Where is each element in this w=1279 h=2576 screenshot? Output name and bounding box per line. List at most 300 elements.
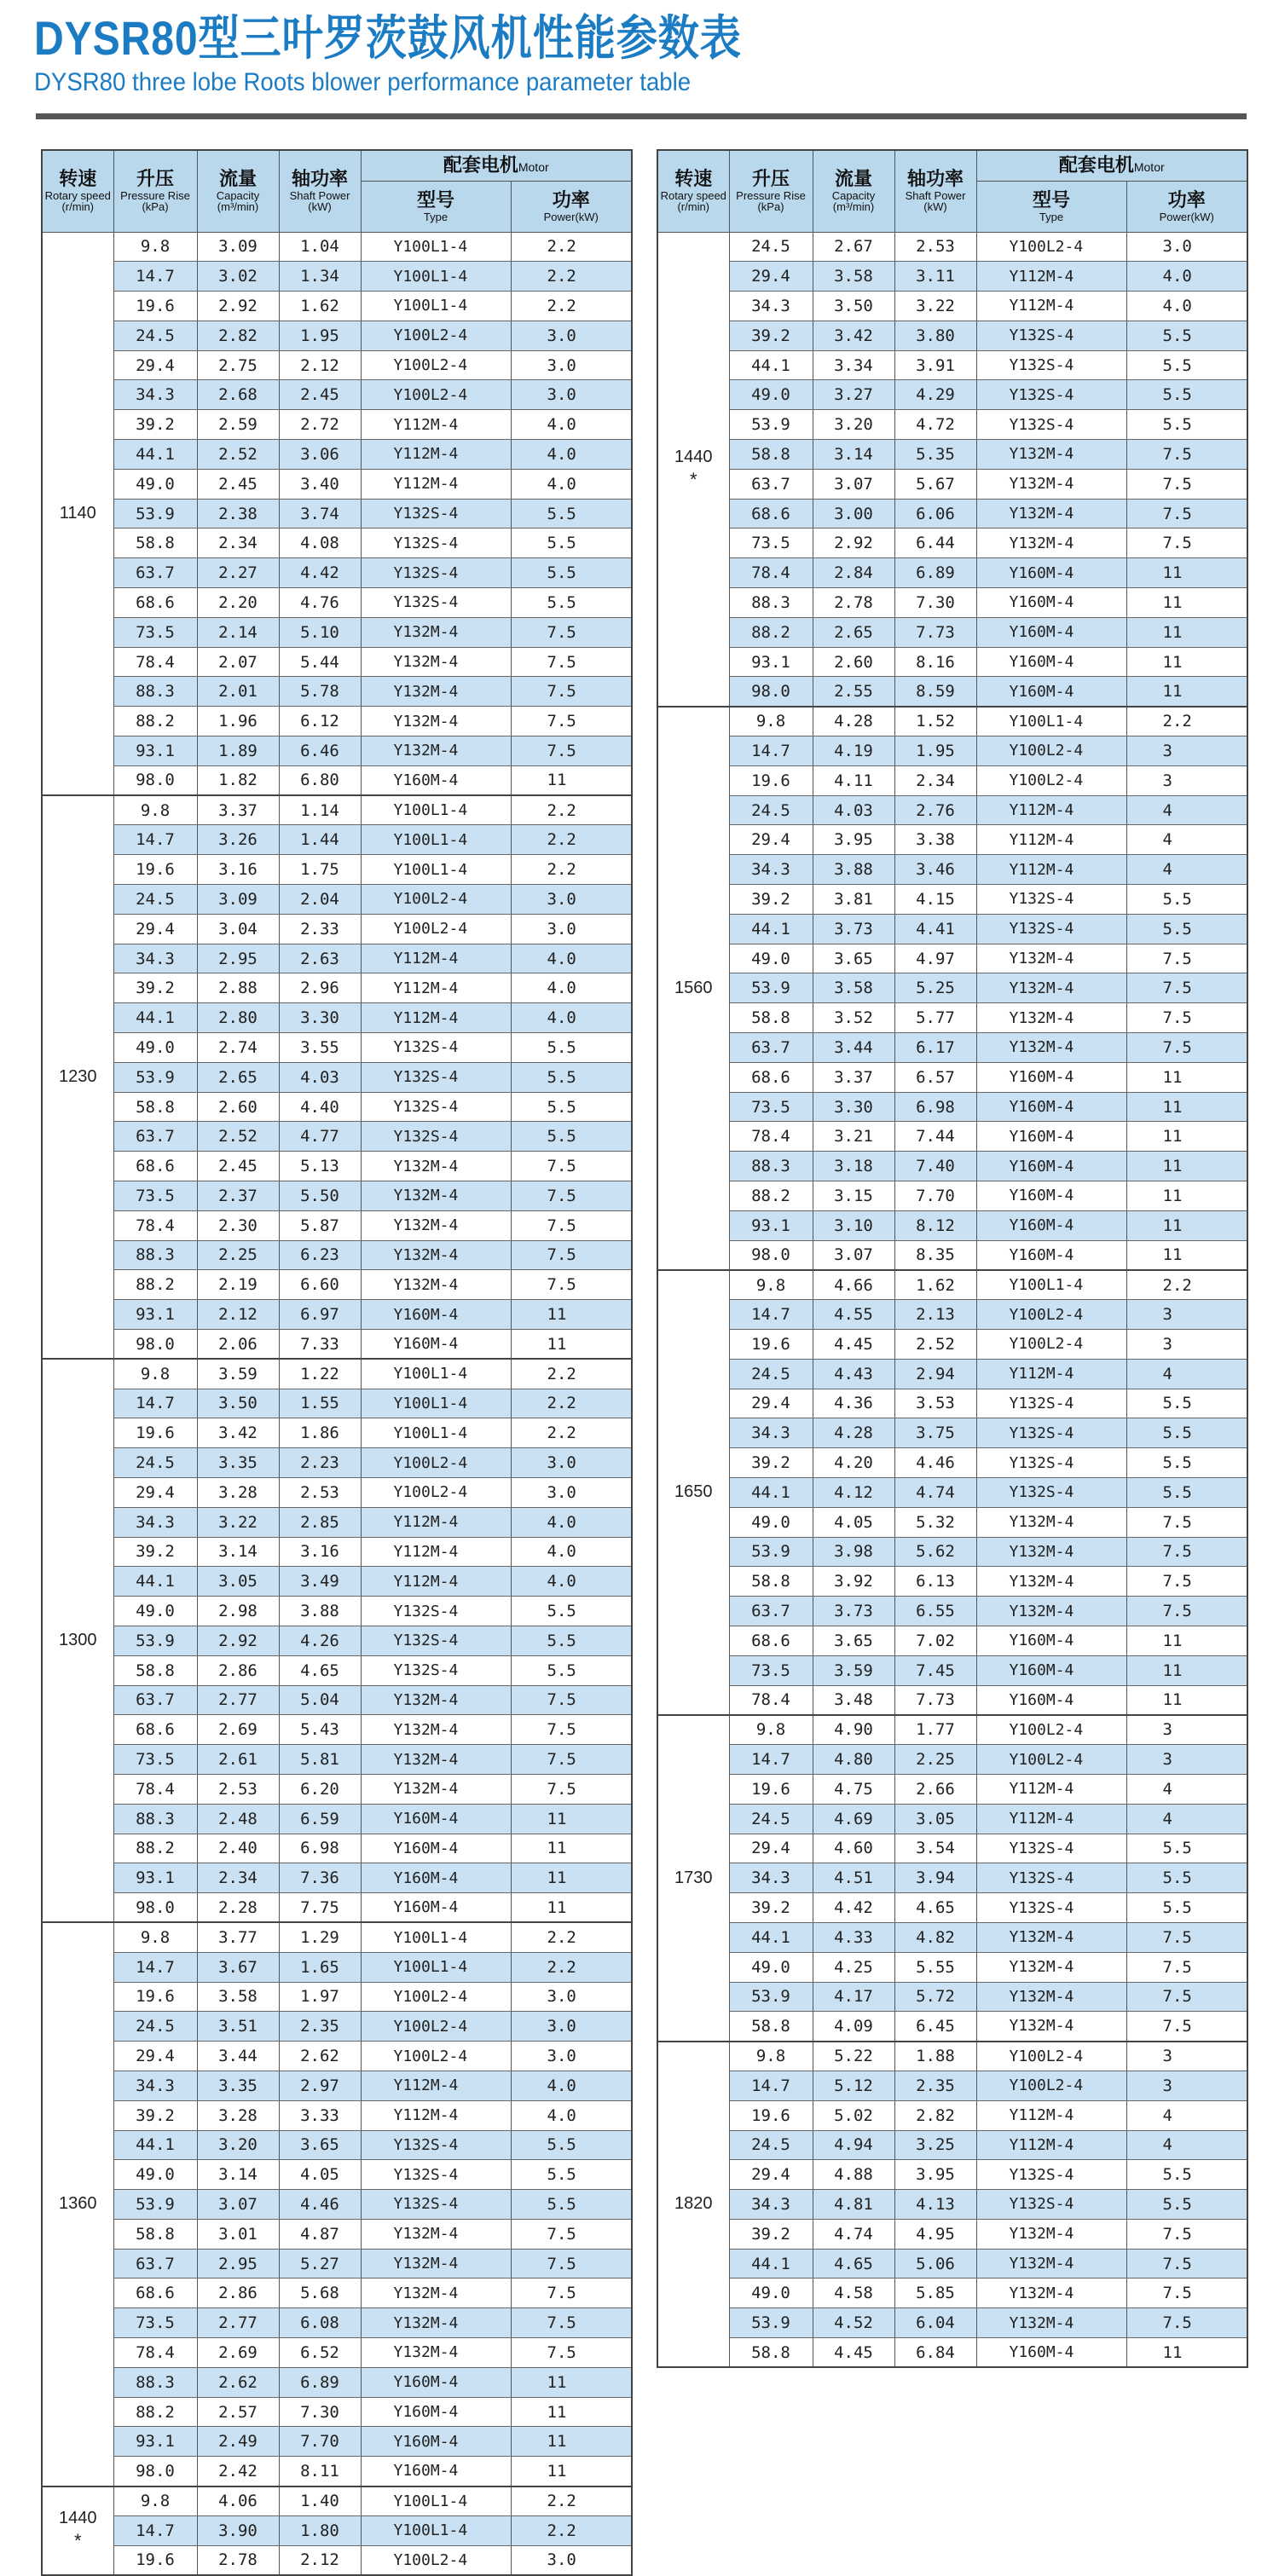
capacity-cell: 2.14 — [197, 617, 279, 647]
motor-type-cell: Y100L2-4 — [976, 232, 1126, 262]
capacity-cell: 2.61 — [197, 1745, 279, 1775]
table-row — [657, 1597, 1247, 1626]
motor-type-cell: Y132M-4 — [361, 2338, 511, 2368]
shaft-power-cell: 6.98 — [894, 1092, 976, 1122]
pressure-cell: 29.4 — [113, 350, 197, 380]
motor-power-cell: 3.0 — [511, 321, 632, 350]
pressure-cell: 53.9 — [729, 973, 813, 1003]
pressure-cell: 39.2 — [113, 410, 197, 440]
capacity-cell: 3.58 — [813, 973, 894, 1003]
motor-power-cell: 2.2 — [511, 1418, 632, 1448]
motor-type-cell: Y100L1-4 — [976, 1270, 1126, 1300]
motor-type-cell: Y112M-4 — [976, 2100, 1126, 2130]
table-body-right — [657, 232, 1247, 2367]
capacity-cell: 3.88 — [813, 855, 894, 885]
motor-type-cell: Y132S-4 — [976, 410, 1126, 440]
table-row — [42, 1952, 632, 1982]
speed-group-cell — [42, 232, 113, 795]
shaft-power-cell: 7.30 — [894, 588, 976, 618]
motor-power-cell: 3.0 — [511, 914, 632, 944]
pressure-cell: 9.8 — [729, 2042, 813, 2071]
pressure-cell: 24.5 — [729, 1359, 813, 1389]
motor-power-cell: 11 — [511, 2457, 632, 2486]
pressure-cell: 29.4 — [113, 914, 197, 944]
capacity-cell: 3.95 — [813, 825, 894, 855]
capacity-cell: 2.19 — [197, 1270, 279, 1300]
capacity-cell: 2.86 — [197, 2279, 279, 2308]
motor-type-cell: Y132M-4 — [361, 2249, 511, 2279]
capacity-cell: 4.69 — [813, 1804, 894, 1834]
motor-power-cell: 4.0 — [511, 2071, 632, 2100]
motor-type-cell: Y160M-4 — [976, 1122, 1126, 1152]
capacity-cell: 2.06 — [197, 1329, 279, 1359]
motor-power-cell: 5.5 — [1126, 885, 1247, 915]
motor-power-cell: 11 — [511, 1329, 632, 1359]
motor-type-cell: Y132S-4 — [361, 1092, 511, 1122]
pressure-cell: 63.7 — [113, 1122, 197, 1152]
motor-power-cell: 11 — [511, 2427, 632, 2457]
table-row — [42, 1062, 632, 1092]
table-row — [42, 558, 632, 588]
pressure-cell: 63.7 — [729, 469, 813, 499]
motor-power-cell: 3.0 — [511, 1477, 632, 1507]
capacity-cell: 4.81 — [813, 2190, 894, 2220]
table-row — [42, 1477, 632, 1507]
pressure-cell: 24.5 — [113, 321, 197, 350]
motor-power-cell: 11 — [1126, 677, 1247, 707]
capacity-cell: 2.25 — [197, 1240, 279, 1270]
capacity-cell: 2.67 — [813, 232, 894, 262]
pressure-cell: 88.2 — [113, 1270, 197, 1300]
table-row — [657, 1062, 1247, 1092]
shaft-power-cell: 2.76 — [894, 795, 976, 825]
motor-power-cell: 4.0 — [511, 1003, 632, 1033]
capacity-cell: 4.28 — [813, 707, 894, 736]
pressure-cell: 29.4 — [729, 2160, 813, 2190]
shaft-power-cell: 7.70 — [894, 1181, 976, 1211]
pressure-cell: 63.7 — [729, 1597, 813, 1626]
col-header-capacity: 流量 Capacity (m³/min) — [813, 150, 894, 232]
motor-type-cell: Y160M-4 — [976, 558, 1126, 588]
table-row — [657, 765, 1247, 795]
motor-type-cell: Y100L2-4 — [976, 1329, 1126, 1359]
pressure-cell: 63.7 — [113, 558, 197, 588]
shaft-power-cell: 3.46 — [894, 855, 976, 885]
pressure-cell: 63.7 — [113, 1685, 197, 1715]
motor-power-cell: 5.5 — [511, 499, 632, 528]
motor-type-cell: Y132S-4 — [361, 1062, 511, 1092]
capacity-cell: 2.95 — [197, 944, 279, 973]
motor-type-cell: Y100L2-4 — [976, 765, 1126, 795]
shaft-power-cell: 2.97 — [279, 2071, 361, 2100]
table-row — [42, 499, 632, 528]
motor-type-cell: Y100L2-4 — [361, 350, 511, 380]
motor-power-cell: 2.2 — [511, 795, 632, 825]
motor-power-cell: 3 — [1126, 1329, 1247, 1359]
pressure-cell: 58.8 — [729, 440, 813, 470]
pressure-cell: 93.1 — [113, 1300, 197, 1330]
pressure-cell: 78.4 — [113, 1774, 197, 1804]
pressure-cell: 24.5 — [113, 885, 197, 915]
motor-type-cell: Y112M-4 — [976, 825, 1126, 855]
shaft-power-cell: 2.53 — [279, 1477, 361, 1507]
shaft-power-cell: 2.25 — [894, 1745, 976, 1775]
capacity-cell: 2.65 — [197, 1062, 279, 1092]
capacity-cell: 2.60 — [197, 1092, 279, 1122]
table-row — [657, 2130, 1247, 2160]
shaft-power-cell: 8.59 — [894, 677, 976, 707]
capacity-cell: 3.50 — [813, 292, 894, 321]
pressure-cell: 68.6 — [113, 1715, 197, 1745]
pressure-cell: 14.7 — [729, 1745, 813, 1775]
pressure-cell: 78.4 — [729, 1122, 813, 1152]
motor-type-cell: Y132M-4 — [976, 2012, 1126, 2042]
motor-type-cell: Y132M-4 — [976, 944, 1126, 973]
pressure-cell: 39.2 — [113, 1537, 197, 1567]
shaft-power-cell: 4.65 — [894, 1893, 976, 1923]
table-row — [42, 1537, 632, 1567]
motor-type-cell: Y132S-4 — [976, 2190, 1126, 2220]
pressure-cell: 29.4 — [729, 825, 813, 855]
capacity-cell: 2.37 — [197, 1181, 279, 1211]
table-row — [657, 262, 1247, 292]
pressure-cell: 29.4 — [113, 1477, 197, 1507]
pressure-cell: 58.8 — [729, 1003, 813, 1033]
motor-power-cell: 7.5 — [1126, 1567, 1247, 1597]
motor-power-cell: 5.5 — [1126, 1389, 1247, 1418]
motor-power-cell: 7.5 — [511, 1745, 632, 1775]
col-header-speed: 转速 Rotary speed (r/min) — [42, 150, 113, 232]
pressure-cell: 88.3 — [729, 588, 813, 618]
motor-power-cell: 7.5 — [1126, 528, 1247, 558]
motor-type-cell: Y100L2-4 — [361, 380, 511, 410]
pressure-cell: 19.6 — [113, 855, 197, 885]
motor-type-cell: Y100L1-4 — [361, 825, 511, 855]
motor-type-cell: Y112M-4 — [976, 795, 1126, 825]
capacity-cell: 4.94 — [813, 2130, 894, 2160]
motor-type-cell: Y132M-4 — [976, 1952, 1126, 1982]
motor-type-cell: Y112M-4 — [976, 1804, 1126, 1834]
capacity-cell: 2.88 — [197, 973, 279, 1003]
pressure-cell: 49.0 — [113, 2160, 197, 2190]
motor-power-cell: 7.5 — [511, 1685, 632, 1715]
table-row — [42, 2012, 632, 2042]
motor-type-cell: Y112M-4 — [976, 1774, 1126, 1804]
motor-type-cell: Y100L1-4 — [361, 262, 511, 292]
table-row — [657, 1804, 1247, 1834]
table-row — [42, 2457, 632, 2486]
capacity-cell: 2.01 — [197, 677, 279, 707]
table-row — [657, 825, 1247, 855]
motor-type-cell: Y112M-4 — [361, 440, 511, 470]
motor-power-cell: 3.0 — [511, 885, 632, 915]
motor-power-cell: 7.5 — [511, 617, 632, 647]
shaft-power-cell: 2.12 — [279, 350, 361, 380]
capacity-cell: 2.62 — [197, 2367, 279, 2397]
motor-type-cell: Y132S-4 — [361, 499, 511, 528]
motor-type-cell: Y132S-4 — [976, 1448, 1126, 1478]
table-row — [657, 1685, 1247, 1715]
motor-type-cell: Y132M-4 — [976, 469, 1126, 499]
pressure-cell: 34.3 — [729, 1418, 813, 1448]
capacity-cell: 3.35 — [197, 2071, 279, 2100]
pressure-cell: 88.3 — [113, 677, 197, 707]
pressure-cell: 73.5 — [113, 617, 197, 647]
motor-power-cell: 3 — [1126, 765, 1247, 795]
capacity-cell: 3.20 — [813, 410, 894, 440]
pressure-cell: 9.8 — [113, 795, 197, 825]
speed-value: 1300 — [59, 1631, 97, 1650]
capacity-cell: 4.74 — [813, 2219, 894, 2249]
motor-type-cell: Y160M-4 — [976, 647, 1126, 677]
pressure-cell: 53.9 — [729, 1537, 813, 1567]
motor-power-cell: 2.2 — [511, 1952, 632, 1982]
shaft-power-cell: 6.52 — [279, 2338, 361, 2368]
table-row — [42, 232, 632, 262]
table-row — [42, 1210, 632, 1240]
table-row — [42, 1240, 632, 1270]
shaft-power-cell: 6.80 — [279, 765, 361, 795]
motor-power-cell: 7.5 — [511, 1152, 632, 1181]
pressure-cell: 98.0 — [113, 2457, 197, 2486]
shaft-power-cell: 2.85 — [279, 1507, 361, 1537]
motor-type-cell: Y160M-4 — [976, 1685, 1126, 1715]
motor-power-cell: 3 — [1126, 1745, 1247, 1775]
capacity-cell: 3.34 — [813, 350, 894, 380]
table-row — [657, 1210, 1247, 1240]
motor-power-cell: 3 — [1126, 736, 1247, 766]
motor-power-cell: 11 — [1126, 1092, 1247, 1122]
title-divider — [36, 113, 1247, 119]
motor-power-cell: 11 — [511, 765, 632, 795]
shaft-power-cell: 3.53 — [894, 1389, 976, 1418]
table-row — [657, 2042, 1247, 2071]
motor-power-cell: 4.0 — [511, 410, 632, 440]
table-row — [42, 1329, 632, 1359]
shaft-power-cell: 3.22 — [894, 292, 976, 321]
pressure-cell: 44.1 — [113, 440, 197, 470]
capacity-cell: 1.96 — [197, 707, 279, 736]
col-header-power: 功率 Power(kW) — [1126, 181, 1247, 232]
table-row — [42, 380, 632, 410]
table-row — [657, 321, 1247, 350]
shaft-power-cell: 1.97 — [279, 1982, 361, 2012]
motor-type-cell: Y132M-4 — [976, 1922, 1126, 1952]
motor-type-cell: Y100L1-4 — [976, 707, 1126, 736]
shaft-power-cell: 5.35 — [894, 440, 976, 470]
shaft-power-cell: 5.27 — [279, 2249, 361, 2279]
capacity-cell: 2.52 — [197, 440, 279, 470]
motor-power-cell: 7.5 — [511, 1270, 632, 1300]
pressure-cell: 58.8 — [729, 1567, 813, 1597]
motor-type-cell: Y100L2-4 — [361, 2012, 511, 2042]
motor-type-cell: Y132M-4 — [361, 1270, 511, 1300]
motor-type-cell: Y132M-4 — [976, 2308, 1126, 2338]
table-row — [42, 1715, 632, 1745]
motor-power-cell: 2.2 — [511, 1922, 632, 1952]
shaft-power-cell: 4.03 — [279, 1062, 361, 1092]
shaft-power-cell: 4.05 — [279, 2160, 361, 2190]
motor-type-cell: Y132M-4 — [361, 2308, 511, 2338]
motor-power-cell: 5.5 — [511, 1092, 632, 1122]
speed-group-cell — [42, 1922, 113, 2486]
pressure-cell: 34.3 — [113, 380, 197, 410]
shaft-power-cell: 6.45 — [894, 2012, 976, 2042]
capacity-cell: 4.45 — [813, 1329, 894, 1359]
pressure-cell: 78.4 — [729, 558, 813, 588]
pressure-cell: 39.2 — [729, 885, 813, 915]
capacity-cell: 3.92 — [813, 1567, 894, 1597]
motor-type-cell: Y112M-4 — [361, 410, 511, 440]
pressure-cell: 98.0 — [113, 1329, 197, 1359]
pressure-cell: 53.9 — [113, 2190, 197, 2220]
table-row — [657, 440, 1247, 470]
capacity-cell: 3.42 — [813, 321, 894, 350]
pressure-cell: 53.9 — [113, 499, 197, 528]
capacity-cell: 3.50 — [197, 1389, 279, 1418]
motor-type-cell: Y100L2-4 — [976, 1715, 1126, 1745]
shaft-power-cell: 6.89 — [894, 558, 976, 588]
capacity-cell: 3.42 — [197, 1418, 279, 1448]
shaft-power-cell: 5.10 — [279, 617, 361, 647]
motor-type-cell: Y132S-4 — [361, 1597, 511, 1626]
motor-power-cell: 3.0 — [511, 350, 632, 380]
pressure-cell: 19.6 — [113, 1418, 197, 1448]
motor-power-cell: 11 — [1126, 1152, 1247, 1181]
pressure-cell: 14.7 — [113, 1389, 197, 1418]
shaft-power-cell: 6.20 — [279, 1774, 361, 1804]
shaft-power-cell: 4.08 — [279, 528, 361, 558]
motor-type-cell: Y160M-4 — [361, 1300, 511, 1330]
shaft-power-cell: 5.72 — [894, 1982, 976, 2012]
capacity-cell: 3.37 — [813, 1062, 894, 1092]
motor-type-cell: Y132M-4 — [361, 2219, 511, 2249]
pressure-cell: 34.3 — [729, 292, 813, 321]
motor-type-cell: Y100L1-4 — [361, 2486, 511, 2516]
table-row — [42, 707, 632, 736]
capacity-cell: 4.66 — [813, 1270, 894, 1300]
motor-power-cell: 11 — [1126, 1210, 1247, 1240]
pressure-cell: 29.4 — [729, 1389, 813, 1418]
capacity-cell: 4.36 — [813, 1389, 894, 1418]
performance-table-left — [41, 149, 633, 2576]
motor-power-cell: 5.5 — [1126, 1418, 1247, 1448]
motor-type-cell: Y112M-4 — [976, 1359, 1126, 1389]
table-row — [657, 707, 1247, 736]
motor-type-cell: Y132S-4 — [976, 1389, 1126, 1418]
motor-type-cell: Y100L2-4 — [976, 736, 1126, 766]
table-row — [657, 292, 1247, 321]
shaft-power-cell: 5.68 — [279, 2279, 361, 2308]
shaft-power-cell: 7.40 — [894, 1152, 976, 1181]
motor-type-cell: Y112M-4 — [361, 944, 511, 973]
motor-type-cell: Y160M-4 — [976, 1655, 1126, 1685]
motor-type-cell: Y132M-4 — [976, 440, 1126, 470]
capacity-cell: 1.89 — [197, 736, 279, 766]
capacity-cell: 3.73 — [813, 914, 894, 944]
motor-type-cell: Y132M-4 — [361, 736, 511, 766]
motor-power-cell: 7.5 — [511, 677, 632, 707]
motor-type-cell: Y100L1-4 — [361, 855, 511, 885]
capacity-cell: 3.35 — [197, 1448, 279, 1478]
table-row — [42, 1507, 632, 1537]
shaft-power-cell: 4.95 — [894, 2219, 976, 2249]
shaft-power-cell: 3.06 — [279, 440, 361, 470]
pressure-cell: 29.4 — [729, 262, 813, 292]
motor-power-cell: 4 — [1126, 2100, 1247, 2130]
capacity-cell: 2.12 — [197, 1300, 279, 1330]
speed-value: 1730 — [674, 1868, 713, 1887]
shaft-power-cell: 3.38 — [894, 825, 976, 855]
motor-power-cell: 5.5 — [1126, 1834, 1247, 1863]
table-row — [657, 469, 1247, 499]
table-row — [42, 2338, 632, 2368]
motor-power-cell: 4 — [1126, 1774, 1247, 1804]
table-row — [42, 1033, 632, 1063]
motor-power-cell: 4.0 — [511, 1507, 632, 1537]
motor-type-cell: Y132M-4 — [361, 617, 511, 647]
motor-power-cell: 7.5 — [511, 2219, 632, 2249]
motor-type-cell: Y132S-4 — [361, 558, 511, 588]
table-row — [657, 499, 1247, 528]
motor-type-cell: Y132M-4 — [976, 1003, 1126, 1033]
capacity-cell: 2.59 — [197, 410, 279, 440]
motor-type-cell: Y132M-4 — [976, 1597, 1126, 1626]
motor-power-cell: 11 — [1126, 1181, 1247, 1211]
motor-type-cell: Y112M-4 — [361, 1003, 511, 1033]
table-row — [657, 647, 1247, 677]
motor-power-cell: 5.5 — [511, 2160, 632, 2190]
motor-type-cell: Y112M-4 — [361, 973, 511, 1003]
capacity-cell: 2.48 — [197, 1804, 279, 1834]
shaft-power-cell: 1.55 — [279, 1389, 361, 1418]
table-row — [42, 914, 632, 944]
capacity-cell: 3.77 — [197, 1922, 279, 1952]
shaft-power-cell: 4.87 — [279, 2219, 361, 2249]
table-row — [657, 2071, 1247, 2100]
motor-type-cell: Y132S-4 — [976, 1418, 1126, 1448]
motor-power-cell: 5.5 — [511, 588, 632, 618]
table-row — [42, 944, 632, 973]
pressure-cell: 88.2 — [113, 1834, 197, 1863]
shaft-power-cell: 7.33 — [279, 1329, 361, 1359]
motor-power-cell: 4 — [1126, 795, 1247, 825]
pressure-cell: 73.5 — [729, 528, 813, 558]
pressure-cell: 39.2 — [729, 1448, 813, 1478]
pressure-cell: 44.1 — [113, 1567, 197, 1597]
table-row — [42, 855, 632, 885]
capacity-cell: 2.69 — [197, 2338, 279, 2368]
capacity-cell: 3.51 — [197, 2012, 279, 2042]
motor-power-cell: 7.5 — [511, 1240, 632, 1270]
motor-power-cell: 2.2 — [1126, 1270, 1247, 1300]
pressure-cell: 19.6 — [113, 292, 197, 321]
shaft-power-cell: 3.05 — [894, 1804, 976, 1834]
capacity-cell: 4.19 — [813, 736, 894, 766]
capacity-cell: 2.34 — [197, 528, 279, 558]
pressure-cell: 98.0 — [729, 1240, 813, 1270]
motor-power-cell: 7.5 — [1126, 1952, 1247, 1982]
capacity-cell: 2.86 — [197, 1655, 279, 1685]
table-row — [42, 1745, 632, 1775]
shaft-power-cell: 3.49 — [279, 1567, 361, 1597]
motor-type-cell: Y132S-4 — [976, 321, 1126, 350]
pressure-cell: 88.3 — [113, 2367, 197, 2397]
pressure-cell: 44.1 — [729, 350, 813, 380]
table-row — [42, 2308, 632, 2338]
motor-type-cell: Y132M-4 — [361, 1210, 511, 1240]
shaft-power-cell: 5.67 — [894, 469, 976, 499]
